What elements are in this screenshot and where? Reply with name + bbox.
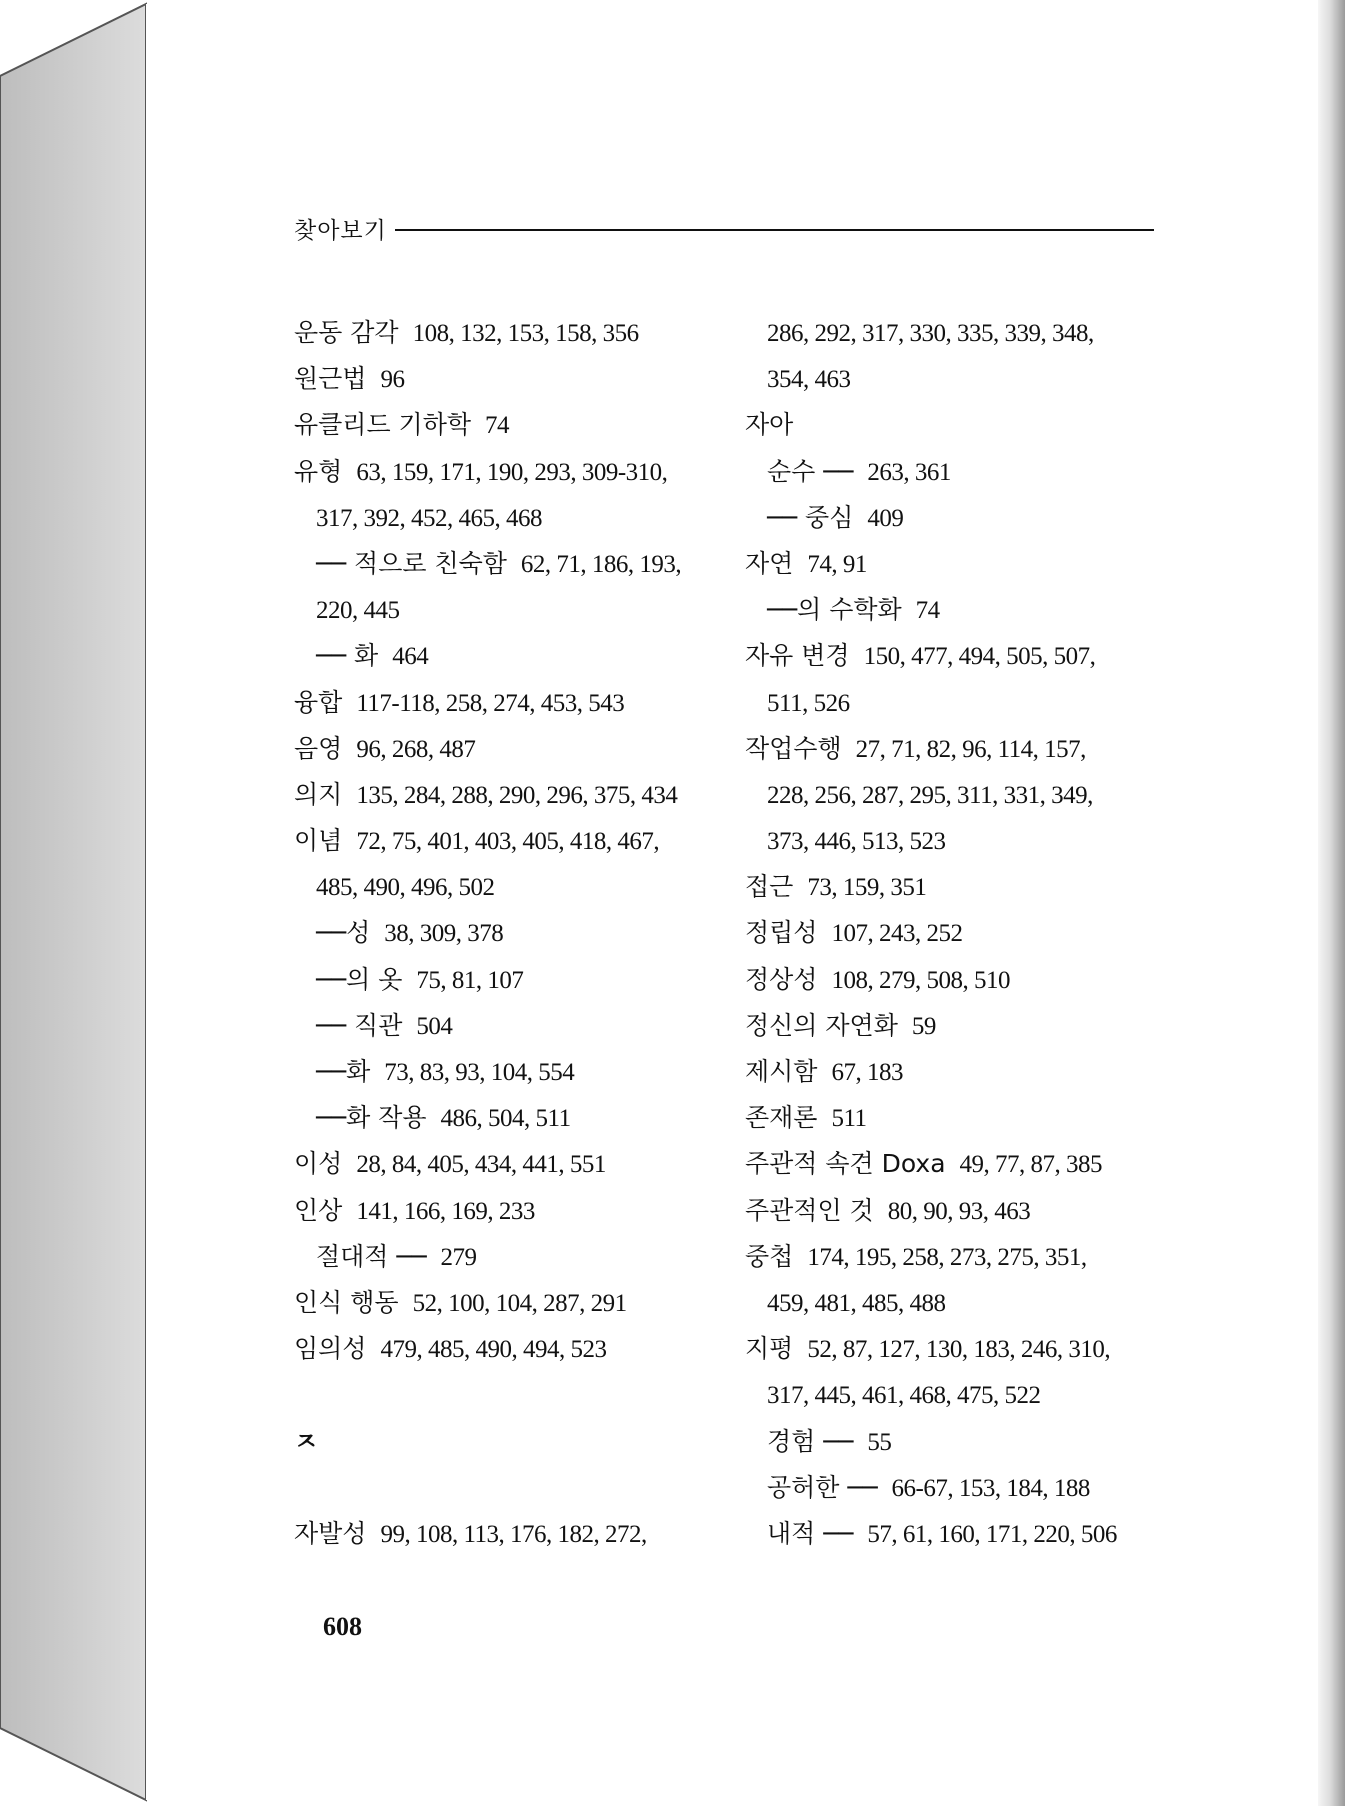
index-page-refs: 117-118, 258, 274, 453, 543: [356, 689, 625, 717]
index-term: ── 직관: [316, 1010, 403, 1040]
index-entry: [294, 1372, 714, 1418]
index-page-refs: 464: [392, 643, 429, 671]
index-page-refs: 74: [485, 412, 509, 440]
index-page-refs: 74: [915, 597, 940, 625]
index-page-refs: 52, 100, 104, 287, 291: [412, 1289, 627, 1317]
index-term: ──성: [316, 918, 371, 948]
index-page-refs: 73, 83, 93, 104, 554: [384, 1059, 575, 1086]
index-term: 공허한 ──: [767, 1472, 878, 1502]
index-page-refs: 479, 485, 490, 494, 523: [380, 1336, 607, 1364]
index-page-refs: 27, 71, 82, 96, 114, 157,: [855, 735, 1086, 763]
index-entry: [745, 356, 1165, 402]
index-entry: [745, 772, 1165, 818]
index-entry: [745, 1095, 1165, 1141]
index-term: 지평: [745, 1334, 794, 1364]
index-page-refs: 63, 159, 171, 190, 293, 309-310,: [356, 458, 668, 486]
index-entry: [745, 1511, 1165, 1557]
page-edge-shadow: [1318, 0, 1345, 1806]
index-entry: [294, 449, 714, 495]
index-page-refs: 66-67, 153, 184, 188: [891, 1474, 1090, 1502]
index-term: 정상성: [745, 964, 818, 994]
index-page-refs: 67, 183: [831, 1059, 903, 1086]
index-page-refs: 279: [440, 1243, 477, 1271]
index-term: 자유 변경: [745, 641, 850, 671]
index-term: 의지: [294, 779, 343, 809]
index-entry: [294, 1234, 714, 1280]
index-term: 주관적인 것: [745, 1195, 874, 1225]
index-entry: [745, 957, 1165, 1003]
index-page-refs: 75, 81, 107: [416, 966, 524, 994]
index-page-refs: 373, 446, 513, 523: [767, 828, 946, 856]
index-term: ──화 작용: [316, 1103, 427, 1133]
index-entry: [294, 1049, 714, 1095]
index-entry: [745, 1280, 1165, 1326]
index-page-refs: 511, 526: [767, 689, 850, 717]
index-entry: [745, 1419, 1165, 1465]
index-term: 절대적 ──: [316, 1241, 427, 1271]
index-entry: [294, 541, 714, 587]
index-page-refs: 52, 87, 127, 130, 183, 246, 310,: [807, 1336, 1111, 1364]
index-page-refs: 286, 292, 317, 330, 335, 339, 348,: [767, 320, 1094, 347]
index-page-refs: 141, 166, 169, 233: [356, 1197, 535, 1225]
index-page-refs: 174, 195, 258, 273, 275, 351,: [807, 1243, 1087, 1271]
index-page-refs: 135, 284, 288, 290, 296, 375, 434: [356, 781, 678, 809]
index-term: ──의 수학화: [767, 595, 902, 625]
index-term: 존재론: [745, 1103, 818, 1133]
book-spine: [0, 0, 150, 1806]
index-term: 자발성: [294, 1518, 367, 1548]
index-term: 정립성: [745, 918, 818, 948]
index-page-refs: 55: [867, 1428, 892, 1456]
index-page-refs: 62, 71, 186, 193,: [520, 550, 682, 578]
index-term: ── 적으로 친숙함: [316, 548, 507, 578]
index-page-refs: 504: [416, 1012, 453, 1040]
index-entry: [294, 1280, 714, 1326]
index-page-refs: 96, 268, 487: [356, 735, 476, 763]
index-entry: [745, 1049, 1165, 1095]
index-entry: [745, 495, 1165, 541]
index-entry: [745, 587, 1165, 633]
index-page-refs: 72, 75, 401, 403, 405, 418, 467,: [356, 828, 660, 856]
index-entry: [745, 1188, 1165, 1234]
index-entry: [294, 402, 714, 448]
index-term: 자연: [745, 548, 794, 578]
index-entry: [745, 1465, 1165, 1511]
index-page-refs: 38, 309, 378: [384, 920, 504, 948]
page-number: 608: [323, 1612, 362, 1641]
index-term: ── 화: [316, 641, 379, 671]
index-entry: [745, 1234, 1165, 1280]
index-entry: [294, 587, 714, 633]
index-entry: [294, 356, 714, 402]
index-entry: [745, 1372, 1165, 1418]
index-term: ──화: [316, 1057, 371, 1086]
index-entry: [745, 818, 1165, 864]
index-entry: [745, 1326, 1165, 1372]
index-page-refs: 459, 481, 485, 488: [767, 1289, 946, 1317]
index-term: 주관적 속견 Doxa: [745, 1149, 946, 1179]
index-page-refs: 409: [867, 504, 904, 532]
index-term: 융합: [294, 687, 343, 717]
index-page-refs: 49, 77, 87, 385: [959, 1151, 1103, 1179]
index-term: 제시함: [745, 1057, 818, 1086]
index-term: 임의성: [294, 1334, 367, 1364]
index-term: 정신의 자연화: [745, 1010, 898, 1040]
index-entry: [745, 633, 1165, 679]
index-term: ──의 옷: [316, 964, 403, 994]
index-term: 음영: [294, 733, 343, 763]
index-page-refs: 80, 90, 93, 463: [887, 1197, 1031, 1225]
index-term: 운동 감각: [294, 318, 399, 347]
index-entry: [294, 910, 714, 956]
index-entry: [294, 772, 714, 818]
index-entry: [745, 910, 1165, 956]
index-term: 중첩: [745, 1241, 794, 1271]
index-entry: [294, 1419, 714, 1465]
index-page-refs: 73, 159, 351: [807, 874, 927, 902]
index-term: ── 중심: [767, 502, 854, 532]
index-page-refs: 108, 279, 508, 510: [831, 966, 1010, 994]
index-term: 유클리드 기하학: [294, 410, 471, 440]
index-page-refs: 354, 463: [767, 366, 851, 394]
index-term: 인식 행동: [294, 1287, 399, 1317]
index-page-refs: 150, 477, 494, 505, 507,: [863, 643, 1096, 671]
index-entry: [745, 402, 1165, 448]
index-page-refs: 263, 361: [867, 458, 951, 486]
index-term: 이념: [294, 826, 343, 856]
index-term: 자아: [745, 410, 794, 440]
index-entry: [294, 1465, 714, 1511]
index-page-refs: 485, 490, 496, 502: [316, 874, 495, 902]
index-entry: [745, 310, 1165, 356]
page-header: [294, 208, 1154, 248]
header-rule: [395, 229, 1154, 231]
index-entry: [294, 1511, 714, 1557]
index-entry: [745, 449, 1165, 495]
index-page-refs: 511: [831, 1105, 867, 1133]
index-term: 유형: [294, 456, 343, 486]
index-entry: [745, 1003, 1165, 1049]
index-column-left: [294, 310, 714, 1557]
index-entry: [745, 726, 1165, 772]
index-entry: [294, 957, 714, 1003]
index-term: 순수 ──: [767, 456, 854, 486]
index-page-refs: 74, 91: [807, 550, 867, 578]
index-term: 경험 ──: [767, 1426, 854, 1456]
index-entry: [745, 541, 1165, 587]
index-term: 인상: [294, 1195, 343, 1225]
index-page-refs: 99, 108, 113, 176, 182, 272,: [380, 1520, 647, 1548]
index-entry: [745, 864, 1165, 910]
index-term: 원근법: [294, 364, 367, 394]
header-title: 찾아보기: [294, 217, 387, 244]
index-page-refs: 57, 61, 160, 171, 220, 506: [867, 1520, 1117, 1548]
index-page-refs: 486, 504, 511: [440, 1105, 571, 1133]
index-entry: [294, 1095, 714, 1141]
index-entry: [294, 1003, 714, 1049]
index-page-refs: 107, 243, 252: [831, 920, 963, 948]
index-page-refs: 228, 256, 287, 295, 311, 331, 349,: [767, 781, 1093, 809]
index-entry: [294, 726, 714, 772]
index-term: 이성: [294, 1149, 343, 1179]
index-page-refs: 28, 84, 405, 434, 441, 551: [356, 1151, 606, 1179]
index-page-refs: 59: [911, 1012, 936, 1040]
index-entry: [294, 633, 714, 679]
index-term: 접근: [745, 872, 794, 902]
index-term: 내적 ──: [767, 1518, 854, 1548]
index-page-refs: 220, 445: [316, 597, 400, 625]
index-entry: [745, 680, 1165, 726]
section-heading: ㅈ: [294, 1426, 319, 1456]
index-page-refs: 108, 132, 153, 158, 356: [412, 320, 639, 347]
index-entry: [294, 495, 714, 541]
index-entry: [294, 1188, 714, 1234]
index-entry: [294, 1141, 714, 1187]
index-entry: [294, 864, 714, 910]
index-column-right: [745, 310, 1165, 1557]
index-entry: [294, 1326, 714, 1372]
index-entry: [745, 1141, 1165, 1187]
index-page-refs: 317, 445, 461, 468, 475, 522: [767, 1382, 1041, 1410]
index-entry: [294, 818, 714, 864]
index-page-refs: 96: [380, 366, 405, 394]
index-page-refs: 317, 392, 452, 465, 468: [316, 504, 542, 532]
index-term: 작업수행: [745, 733, 842, 763]
index-entry: [294, 310, 714, 356]
index-entry: [294, 680, 714, 726]
